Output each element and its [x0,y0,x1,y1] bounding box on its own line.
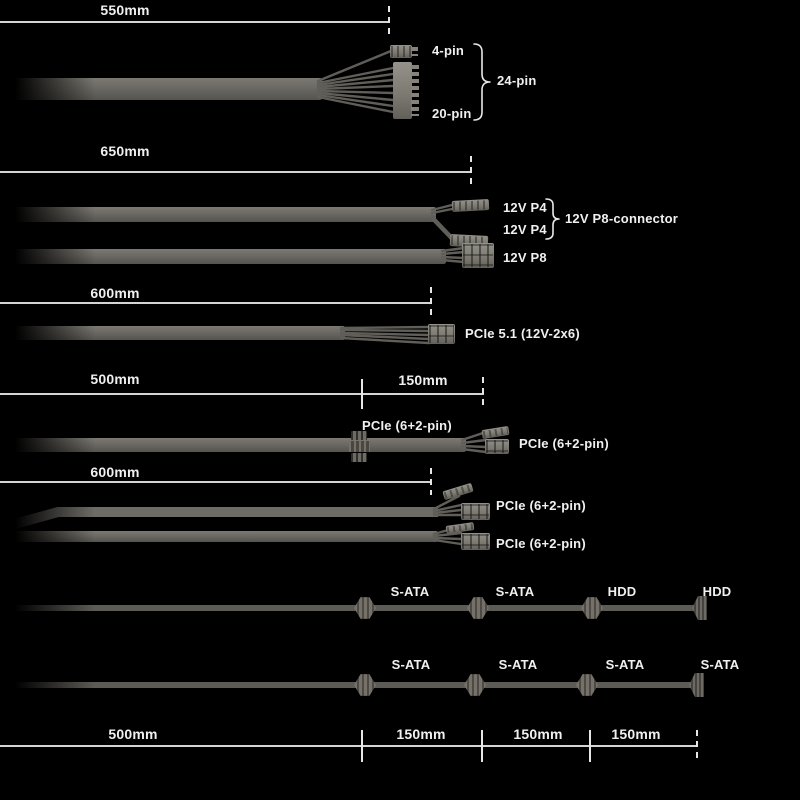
connector-pcie-dual-top-sense [442,483,473,500]
connector-4pin-teeth [411,47,418,56]
measure-line-650 [0,171,472,173]
label-24pin: 24-pin [497,73,537,88]
measure-line-bottom [0,745,698,747]
label-hdd-2: HDD [702,584,732,599]
length-label-600mm-pcie51: 600mm [90,285,140,301]
measure-dashed-tick-550 [388,6,390,38]
cable-cpu-p4p4 [0,207,436,222]
label-sata-4: S-ATA [498,657,538,672]
connector-sata-6 [689,672,704,698]
label-pcie-daisy-mid: PCIe (6+2-pin) [362,418,452,433]
measure-line-600-dual [0,481,432,483]
connector-pcie-daisy-end-sense [481,426,509,439]
label-pcie-dual-top: PCIe (6+2-pin) [496,498,586,513]
connector-pcie-dual-top [461,503,490,520]
connector-sata-3 [354,672,376,698]
measure-dashed-tick-600-pcie51 [430,287,432,318]
label-4pin: 4-pin [432,43,465,58]
scale-label-500mm: 500mm [108,726,158,742]
label-12v-p4-bottom: 12V P4 [503,222,547,237]
scale-label-150mm-2: 150mm [513,726,563,742]
connector-12v-p8 [462,243,494,268]
label-20pin: 20-pin [432,106,472,121]
connector-pcie-mid-pins-bottom [351,453,367,462]
connector-20pin-teeth [411,65,419,116]
measure-dashed-tick-650 [470,156,472,189]
length-label-600mm-dual: 600mm [90,464,140,480]
label-sata-2: S-ATA [495,584,535,599]
label-12v-p4-top: 12V P4 [503,200,547,215]
connector-pcie-daisy-end [485,439,509,454]
label-pcie-daisy-end: PCIe (6+2-pin) [519,436,609,451]
bottom-dashed-tick [696,730,698,762]
measure-tick-500 [361,379,363,409]
label-pcie-dual-bottom: PCIe (6+2-pin) [496,536,586,551]
cable-atx24 [0,78,322,100]
cable-pcie51 [0,326,345,340]
connector-sata-4 [464,672,486,698]
connector-pcie-dual-bottom [461,533,490,550]
connector-sata-5 [576,672,598,698]
connector-pcie51-12v2x6 [428,324,455,344]
measure-dashed-tick-150 [482,377,484,410]
label-sata-6: S-ATA [700,657,740,672]
label-pcie51: PCIe 5.1 (12V-2x6) [465,326,580,341]
label-sata-1: S-ATA [390,584,430,599]
measure-dashed-tick-600-dual [430,468,432,495]
label-hdd-1: HDD [607,584,637,599]
measure-line-600-pcie51 [0,302,432,304]
cable-pcie-dual-bottom [0,531,438,542]
cable-pcie-daisy [0,438,466,452]
length-label-500mm: 500mm [90,371,140,387]
label-12v-p8-connector: 12V P8-connector [565,211,679,226]
bottom-tick-2 [481,730,483,762]
length-label-550mm: 550mm [100,2,150,18]
label-12v-p8: 12V P8 [503,250,547,265]
cable-cpu-p8 [0,249,446,264]
measure-line-550 [0,21,390,23]
bottom-tick-1 [361,730,363,762]
connector-pcie-mid-body [349,441,370,452]
brace-24pin [474,44,490,120]
scale-label-150mm-3: 150mm [611,726,661,742]
connector-12v-p4-top [452,199,490,212]
connector-20pin [393,62,412,119]
label-sata-3: S-ATA [391,657,431,672]
length-label-150mm-daisy: 150mm [398,372,448,388]
scale-label-150mm-1: 150mm [396,726,446,742]
connector-4pin [390,45,412,58]
measure-line-500-150 [0,393,484,395]
brace-p8-connector [546,199,559,239]
length-label-650mm: 650mm [100,143,150,159]
label-sata-5: S-ATA [605,657,645,672]
